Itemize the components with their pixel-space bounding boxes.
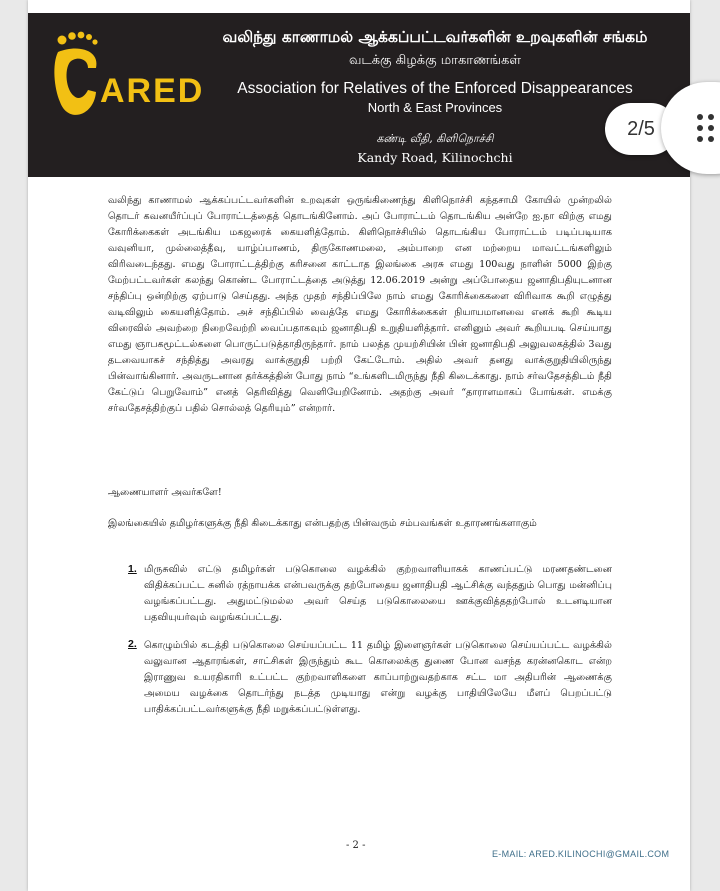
list-item: மிருசுவில் எட்டு தமிழர்கள் படுகொலை வழக்கில் குற்றவாளியாகக் காணப்பட்டு மரணதண்டனை விதிக்கப்பட்ட சுனில் ரத்நாயக்க என்பவருக்கு தற்போதைய ஜனாதிபதி ஆட்சிக்கு வந்ததும் பொது மன்னிப்பு வழங்கப்பட்டது. அதுமட்டுமல்ல அவர் செய்த படுகொலையை ஊக்குவித்ததற்போல் உடனடியான பதவியுயர்வும் வழங்கப்பட்டது. [144, 564, 612, 623]
main-paragraph: வலிந்து காணாமல் ஆக்கப்பட்டவர்களின் உறவுகள் ஒருங்கிணைந்து கிளிநொச்சி கந்தசாமி கோயில் முன்றலில் தொடர் கவனயீர்ப்புப் போராட்டத்தைத் தொடங்கினோம். அப் போராட்டம் தொடங்கிய அன்றே ஐ.நா விற்கு எமது கோரிக்கைகள் அடங்கிய மகஜரைக் கையளித்தோம். கிளிநொச்சியில் தொடங்கிய போராட்டம் படிப்படியாக வவுனியா, முல்லைத்தீவு, யாழ்ப்பாணம், திருகோணமலை, அம்பாறை என மற்றைய மாவட்டங்களிலும் விரிவடைந்தது. எமது போராட்டத்திற்கு கரிசனை காட்டாத இலங்கை அரசு எமது 100வது நாளின் 5000 இற்கு மேற்பட்டவர்கள் கலந்து கொண்ட போராட்டத்தை அடுத்து 12.06.2019 அன்று அப்போதைய ஜனாதிபதியுடனான சந்திப்பு ஒன்றிற்கு ஏற்பாடு செய்தது. அந்த முதற் சந்திப்பிலே நாம் எமது கோரிக்கைகளை விரிவாக கூறி எழுத்து வடிவிலும் கையளித்தோம். அச் சந்திப்பில் வைத்தே எமது கோரிக்கைகள் நியாயமானவை எனக் கூறி கூடிய விரைவில் அவற்றை நிறைவேற்றி வைப்பதாகவும் ஜனாதிபதி உறுதியளித்தார். எனினும் அவர் கூறியபடி செய்யாது எமது ஞாபகமூட்டல்களை பொருட்படுத்தாதிருந்தார். நாம் பலத்த முயற்சியின் பின் ஜனாதிபதி அலுவலகத்தில் 3வது தடவையாகச் சந்தித்து அவரது வாக்குறுதி பற்றி கேட்டோம். அதில் அவர் தனது வாக்குறுதியிலிருந்து பின்வாங்கினார். அவருடனான தர்க்கத்தின் போது நாம் “உங்களிடமிருந்து நீதி கிடைக்காது. நாம் சர்வதேசத்திடம் நீதி கேட்டுப் பெறுவோம்” எனத் தெரிவித்து வெளியேறினோம். அதற்கு அவர் “தாராளமாகப் போங்கள். எமக்கு சர்வதேசத்திற்குப் பதில் சொல்லத் தெரியும்” என்றார். [108, 195, 612, 414]
more-dots-icon [697, 114, 717, 142]
page-number: - 2 - [346, 840, 366, 851]
footprint-icon [54, 49, 96, 115]
toe-icon [92, 39, 97, 44]
title-english: Association for Relatives of the Enforced Disappearances [237, 80, 633, 97]
title-tamil: வலிந்து காணாமல் ஆக்கப்பட்டவர்களின் உறவுகளின் சங்கம் [222, 27, 648, 46]
toe-icon [86, 34, 92, 40]
subtitle-english: North & East Provinces [367, 100, 503, 115]
footer-email: E-MAIL: ARED.KILINOCHI@GMAIL.COM [492, 849, 670, 859]
toe-icon [58, 36, 67, 45]
list-item-number: 2. [128, 638, 137, 650]
logo-text: ARED [100, 72, 205, 110]
toe-icon [78, 32, 85, 39]
document-page [28, 0, 690, 891]
ared-logo [48, 30, 208, 130]
page-indicator: 2/5 [605, 103, 677, 155]
address-english: Kandy Road, Kilinochchi [357, 150, 513, 165]
list-item: கொழும்பில் கடத்தி படுகொலை செய்யப்பட்ட 11 தமிழ் இளைஞர்கள் படுகொலை செய்யப்பட்ட வழக்கில் வலுவான ஆதாரங்கள், சாட்சிகள் இருந்தும் கூட கொலைக்கு துணை போன வசந்த கரன்னகொட என்ற இராணுவ உயரதிகாரி உட்பட்ட குற்றவாளிகளை காப்பாற்றுவதற்காக சட்ட மா அதிபரின் ஆணைக்கு அமைய வழக்கை தொடர்ந்து நடத்த முடியாது என்று வழக்கு பாதியிலேயே மீளப் பெறப்பட்டு பாதிக்கப்பட்டவர்களுக்கு நீதி மறுக்கப்பட்டுள்ளது. [144, 640, 612, 715]
letterhead [28, 13, 690, 177]
intro-paragraph: இலங்கையில் தமிழர்களுக்கு நீதி கிடைக்காது என்பதற்கு பின்வரும் சம்பவங்கள் உதாரணங்களாகும் [108, 518, 537, 529]
address-tamil: கண்டி வீதி, கிளிநொச்சி [376, 132, 494, 145]
list-item-number: 1. [128, 563, 137, 575]
subtitle-tamil: வடக்கு கிழக்கு மாகாணங்கள் [348, 53, 522, 68]
toe-icon [68, 32, 76, 40]
salutation: ஆணையாளர் அவர்களே! [108, 487, 222, 498]
